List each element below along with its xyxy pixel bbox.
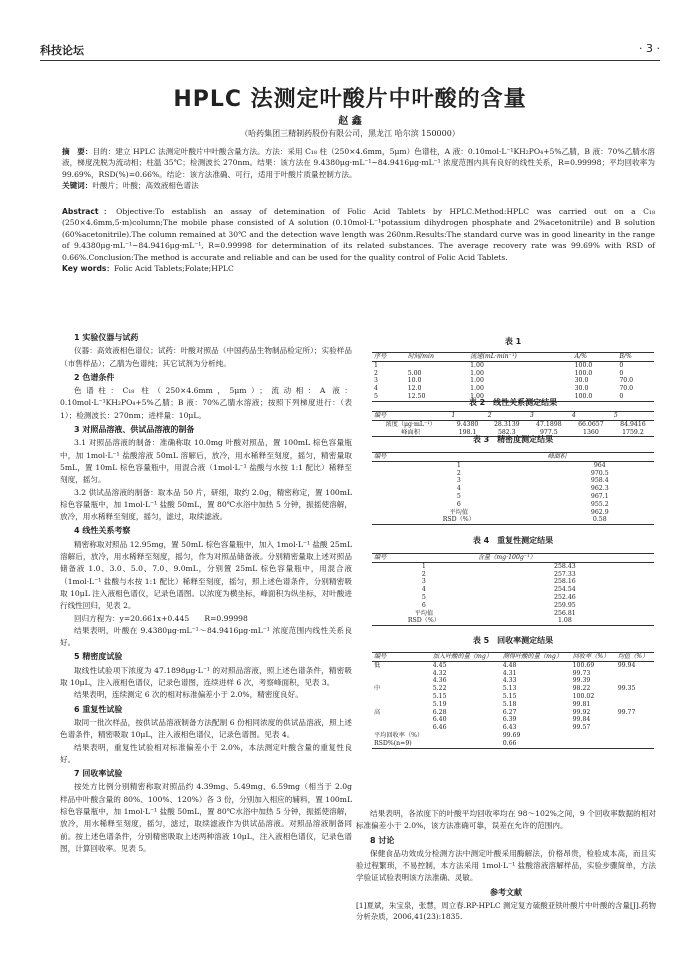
- table-row: [372, 724, 654, 732]
- table-row: [372, 594, 654, 602]
- table-header-cell: 3: [528, 412, 570, 421]
- table-cell: 0: [619, 369, 624, 377]
- body-paragraph: 色谱柱：C₁₈ 柱（250×4.6mm，5μm）；流动相：A 液：0.10mol·L⁻¹KH₂PO₄+5%乙腈；B 液：70%乙腈水溶液；按照下列梯度进行：（表 1）；检测波长：270nm；进样量：10μL。: [60, 386, 352, 420]
- table-cell: 5: [372, 393, 406, 401]
- table-cell: 5.19: [432, 700, 447, 708]
- section-heading: 2 色谱条件: [74, 372, 115, 382]
- table-cell: 4.31: [502, 669, 517, 677]
- table-cell: 30.0: [574, 385, 589, 393]
- table-cell: 1.08: [476, 617, 654, 625]
- table-header-cell: 测得叶酸的量（mg）: [501, 653, 571, 662]
- table-cell: 99.73: [572, 669, 591, 677]
- abstract-cn: [62, 146, 655, 192]
- table-row: [372, 385, 654, 393]
- table-cell: 100.0: [574, 369, 593, 377]
- table-cell: 3: [374, 377, 378, 385]
- table-row: [372, 493, 654, 501]
- table-row: [372, 377, 654, 385]
- table-header-cell: 编号: [372, 412, 449, 421]
- section-8-heading: 8 讨论: [370, 835, 395, 845]
- table-cell: 4.45: [432, 661, 447, 669]
- table-row: [372, 485, 654, 493]
- table-cell: [431, 732, 501, 740]
- table-cell: 99.35: [617, 685, 636, 693]
- table-cell: 70.0: [619, 377, 634, 385]
- table-cell: 970.5: [590, 469, 609, 477]
- abstract-en-text: Objective:To establish an assay of detemination of Folic Acid Tablets by HPLC.Method:HPLC was carried out on a C₁₈ (250×4.6mm,5·m)column;The mobile phase consisted of A solution (0.10mol·L⁻¹potassium dihydrogen phosphate and 2%acetonitrile) and B solution (60%acetonitrile).The column remained at 30℃ and the detection wave length was 260nm.Results:The standard curve was in good linearity in the range of 9.4380μg·mL⁻¹~84.9416μg·mL⁻¹, R=0.99998 for determination of its related substances. The average recovery rate was 99.69% with RSD of 0.66%.Conclusion:The method is accurate and reliable and can be used for the quality control of Folic Acid Tablets.: [62, 207, 655, 262]
- table-cell: [406, 361, 468, 369]
- table-row: [372, 578, 654, 586]
- table-header-cell: 回收率（%）: [571, 653, 616, 662]
- table4-caption: 表 4 重复性测定结果: [472, 536, 554, 545]
- table-cell: 高: [374, 708, 381, 716]
- table-cell: 1759.2: [612, 429, 654, 437]
- affiliation: （哈药集团三精制药股份有限公司，黑龙江 哈尔滨 150000）: [240, 129, 460, 138]
- table-cell: 中: [374, 685, 381, 693]
- table-cell: 1.00: [470, 369, 484, 377]
- table-cell: 198.1: [449, 429, 485, 437]
- table3-caption: 表 3 精密度测定结果: [472, 435, 554, 444]
- table-cell: [372, 724, 431, 732]
- table-cell: 5.15: [432, 692, 447, 700]
- author: 赵 鑫: [338, 116, 362, 127]
- table-cell: 254.54: [554, 586, 576, 594]
- table-cell: 3: [456, 477, 461, 485]
- table-row: [372, 420, 654, 428]
- body-paragraph: 结果表明，重复性试验相对标准偏差小于 2.0%，本法测定叶酸含量的重复性良好。: [60, 742, 352, 764]
- table-cell: 99.57: [572, 724, 591, 732]
- table-row: [372, 562, 654, 570]
- table-header-cell: 1: [449, 412, 485, 421]
- table-cell: 1.00: [470, 377, 484, 385]
- table-cell: [616, 740, 654, 748]
- table-cell: 30.0: [574, 377, 589, 385]
- table-cell: 6.46: [432, 724, 447, 732]
- section-heading: 7 回收率试验: [74, 769, 123, 779]
- table-cell: 10.0: [407, 377, 422, 385]
- table-cell: 967.1: [590, 492, 609, 500]
- table-cell: 6.40: [432, 716, 447, 724]
- table-cell: 6.39: [502, 716, 517, 724]
- table-cell: 0.66: [501, 740, 571, 748]
- table-cell: 平均值: [414, 609, 434, 617]
- table-cell: 4.36: [432, 677, 447, 685]
- table5-caption: 表 5 回收率测定结果: [472, 636, 554, 645]
- table-row: [372, 509, 654, 517]
- table-cell: 100.02: [572, 692, 595, 700]
- table-cell: 1360: [570, 429, 612, 437]
- table-header-cell: 含量（mg·100g⁻¹）: [476, 554, 654, 563]
- table-header-cell: 2: [486, 412, 528, 421]
- table-cell: 峰面积: [372, 429, 449, 437]
- abstract-cn-label: 摘 要：: [62, 147, 93, 156]
- table-cell: 5.15: [502, 692, 517, 700]
- abstract-cn-text: 目的：建立 HPLC 法测定叶酸片中叶酸含量方法。方法：采用 C₁₈ 柱（250×4.6mm，5μm）色谱柱，A 液：0.10mol·L⁻¹KH₂PO₄+5%乙腈，B 液：70%乙腈水溶液，梯度洗脱为流动相；柱温 35℃；检测波长 270nm。结果：该方法在 9.4380μg·mL⁻¹~84.9416μg·mL⁻¹ 浓度范围内具有良好的线性关系，R=0.99998；平均回收率为 99.69%，RSD(%)=0.66%。结论：该方法准确、可行，适用于叶酸片质量控制方法。: [62, 147, 656, 179]
- table-cell: [616, 732, 654, 740]
- table-row: [372, 693, 654, 701]
- table-row: [372, 602, 654, 610]
- table-cell: 1: [456, 461, 461, 469]
- table-cell: [616, 693, 654, 701]
- table4: [372, 553, 654, 626]
- table1: [372, 352, 654, 402]
- table-cell: 47.1898: [536, 420, 562, 428]
- table-row: [372, 501, 654, 509]
- table-cell: RSD%(n=9): [372, 740, 431, 748]
- table-cell: 5.13: [502, 685, 517, 693]
- table-cell: 2: [421, 570, 426, 578]
- running-header: [40, 40, 660, 61]
- table-row: [372, 370, 654, 378]
- table-row: [372, 586, 654, 594]
- table-cell: 6: [456, 500, 461, 508]
- table-cell: 6.27: [502, 708, 517, 716]
- table-cell: 66.0657: [578, 420, 604, 428]
- table-cell: 100.0: [574, 361, 593, 369]
- table-row: [372, 716, 654, 724]
- table2-caption: 表 2 线性关系测定结果: [468, 398, 558, 407]
- table-cell: 258.16: [554, 578, 576, 586]
- table-cell: 84.9416: [620, 420, 646, 428]
- table-header-cell: 流速(mL·min⁻¹): [468, 353, 573, 362]
- table-cell: 低: [374, 661, 381, 669]
- section-heading: 1 实验仪器与试药: [74, 333, 139, 342]
- section-heading: 5 精密度试验: [74, 652, 123, 662]
- body-paragraph: 按处方比例分别精密称取对照品约 4.39mg、5.49mg、6.59mg（相当于 2.0g 样品中叶酸含量的 80%、100%、120%）各 3 份，分别加入相应的辅料，置 100mL 棕色容量瓶中，加 1mol·L⁻¹ 盐酸 50mL，置 80℃水浴中加热 5 分钟，振摇使溶解，放冷，用水稀释至刻度，摇匀，滤过，取续滤液作为供试品溶液。对照品溶液制备同前。按上述色谱条件，分别精密吸取上述两种溶液 10μL，注入液相色谱仪，记录色谱图，计算回收率。见表 5。: [60, 782, 352, 853]
- table-cell: 259.95: [554, 601, 576, 609]
- table-row: [372, 661, 654, 669]
- table-cell: 0.58: [546, 516, 654, 524]
- table-cell: [616, 670, 654, 678]
- journal-name: 科技论坛: [40, 44, 84, 57]
- table-cell: 70.0: [619, 385, 634, 393]
- table-header-cell: 峰面积: [546, 453, 654, 462]
- abstract-en: [62, 206, 655, 274]
- table-header-cell: 时间/min: [406, 353, 468, 362]
- table-cell: 962.9: [590, 508, 609, 516]
- table-row: [372, 670, 654, 678]
- table-cell: RSD（%）: [372, 516, 546, 524]
- table-cell: 100.69: [572, 661, 595, 669]
- table-row: [372, 685, 654, 693]
- table-cell: [571, 740, 616, 748]
- table-cell: 1.00: [468, 393, 573, 401]
- table-cell: 256.81: [554, 609, 576, 617]
- discussion-paragraph: 保健食品功效成分检测方法中测定叶酸采用酶解法，价格昂贵，检验成本高，而且实验过程繁琐，不易控制，本方法采用 1mol·L⁻¹ 盐酸溶液溶解样品，实验步骤简单，方法学验证试验表明该方法准确、灵敏。: [356, 848, 656, 883]
- table-cell: 99.84: [572, 716, 591, 724]
- references-heading: 参考文献: [490, 887, 522, 897]
- page-number: · 3 ·: [639, 42, 660, 55]
- table-cell: 99.81: [572, 700, 591, 708]
- table-row: [372, 709, 654, 717]
- body-paragraph: 仪器：高效液相色谱仪；试药：叶酸对照品（中国药品生物制品检定所）；实验样品（市售样品）；乙腈为色谱纯；其它试剂为分析纯。: [60, 346, 352, 368]
- table-cell: 258.43: [554, 562, 576, 570]
- table-cell: 1: [421, 562, 426, 570]
- table-cell: 99.77: [617, 708, 636, 716]
- table-header-cell: 编号: [372, 453, 546, 462]
- table-header-cell: 4: [570, 412, 612, 421]
- table-row: [372, 571, 654, 579]
- table-cell: 958.4: [590, 477, 609, 485]
- body-paragraph: 结果表明，叶酸在 9.4380μg·mL⁻¹～84.9416μg·mL⁻¹ 浓度范围内线性关系良好。: [60, 625, 352, 648]
- table-cell: 平均回收率（%）: [374, 731, 424, 739]
- table-header-cell: 编号: [372, 653, 431, 662]
- table-header-cell: 加入叶酸的量（mg）: [431, 653, 501, 662]
- table-cell: 28.3139: [494, 420, 520, 428]
- table-cell: 99.39: [572, 677, 591, 685]
- table-cell: 5: [421, 593, 426, 601]
- table-cell: [616, 677, 654, 685]
- table-cell: 5.22: [432, 685, 447, 693]
- table-cell: 99.92: [572, 708, 591, 716]
- table-cell: 955.2: [590, 500, 609, 508]
- body-paragraph: 回归方程为：y=20.661x+0.445 R=0.99998: [74, 613, 248, 623]
- keywords-en-label: Key words：: [62, 264, 115, 274]
- table-cell: 4.33: [502, 677, 517, 685]
- body-paragraph: 精密称取对照品 12.95mg，置 50mL 棕色容量瓶中，加入 1mol·L⁻¹ 盐酸 25mL 溶解后，放冷，用水稀释至刻度，摇匀，作为对照品储备液。分别精密量取上述对照品储备液 1.0、3.0、5.0、7.0、9.0mL，分别置 25mL 棕色容量瓶中，用混合液（1mol·L⁻¹ 盐酸与水按 1:1 配比）稀释至刻度，摇匀，照上述色谱条件，分别精密吸取 10μL 注入液相色谱仪，记录色谱图。以浓度为横坐标，峰面积为纵坐标，对叶酸进行线性回归，见表 2。: [60, 539, 352, 611]
- table-cell: [616, 724, 654, 732]
- paper-title: HPLC 法测定叶酸片中叶酸的含量: [173, 87, 527, 112]
- left-column: [60, 330, 352, 855]
- table-row: [372, 361, 654, 369]
- table-cell: 4.32: [432, 669, 447, 677]
- table-cell: 99.69: [502, 731, 521, 739]
- table-cell: 5.00: [407, 369, 422, 377]
- table-cell: 2: [374, 369, 378, 377]
- table-cell: 1.00: [470, 361, 484, 369]
- table-header-cell: B/%: [617, 353, 654, 362]
- table-cell: 浓度（μg·mL⁻¹）: [385, 420, 436, 428]
- recovery-conclusion: 结果表明，各浓度下的叶酸平均回收率均在 98～102%之间，9 个回收率数据的相对标准偏差小于 2.0%，该方法准确可靠，误差在允许的范围内。: [356, 809, 656, 831]
- table-row: [372, 516, 654, 524]
- table-cell: 4.48: [502, 661, 517, 669]
- table-header-cell: 序号: [372, 353, 406, 362]
- table-cell: RSD（%）: [372, 617, 476, 625]
- section-heading: 3 对照品溶液、供试品溶液的制备: [74, 425, 195, 435]
- keywords-en: Folic Acid Tablets;Folate;HPLC: [114, 264, 234, 274]
- body-paragraph: 3.1 对照品溶液的制备：准确称取 10.0mg 叶酸对照品，置 100mL 棕色容量瓶中，加 1mol·L⁻¹ 盐酸溶液 50mL 溶解后，放冷，用水稀释至刻度，摇匀，精密量取 5mL，置 10mL 棕色容量瓶中，用混合液（1mol·L⁻¹ 盐酸与水按 1:1 配比）稀释至刻度，摇匀。: [60, 438, 352, 485]
- table3: [372, 452, 654, 525]
- table-row: [372, 477, 654, 485]
- table-cell: [372, 701, 431, 709]
- table-cell: 0: [619, 361, 624, 369]
- table-cell: [616, 701, 654, 709]
- table-row: [372, 732, 654, 740]
- table-cell: 99.94: [617, 661, 636, 669]
- table-header-cell: 编号: [372, 554, 476, 563]
- abstract-en-label: Abstract：: [62, 207, 117, 216]
- table-row: [372, 740, 654, 748]
- table-row: [372, 701, 654, 709]
- table-cell: 12.0: [407, 385, 422, 393]
- table-cell: 582.3: [486, 429, 528, 437]
- body-paragraph: 取同一批次样品，按供试品溶液制备方法配制 6 份相同浓度的供试品溶液，照上述色谱条件，精密吸取 10μL，注入液相色谱仪，记录色谱图。见表 4。: [60, 717, 352, 740]
- table-cell: 2: [456, 469, 461, 477]
- table-cell: 977.5: [528, 429, 570, 437]
- section-heading: 6 重复性试验: [74, 704, 123, 714]
- table-cell: 3: [421, 578, 426, 586]
- table-cell: [616, 716, 654, 724]
- table-cell: 1: [374, 361, 378, 369]
- table-cell: 257.33: [554, 570, 576, 578]
- table-cell: 平均值: [449, 508, 469, 516]
- table-cell: 5: [456, 492, 461, 500]
- table-row: [372, 617, 654, 625]
- table-header-cell: A/%: [573, 353, 618, 362]
- table-cell: 5.18: [502, 700, 517, 708]
- reference-1: [1]夏斌，朱宝泉，张慧，周立春.RP-HPLC 测定复方硫酸亚铁叶酸片中叶酸的含量[J].药物分析杂质，2006,41(23):1835.: [356, 901, 656, 922]
- table1-caption: 表 1: [504, 337, 522, 346]
- table-header-cell: 均值（%）: [616, 653, 654, 662]
- table-cell: 6: [421, 601, 426, 609]
- section-heading: 4 线性关系考察: [74, 526, 131, 536]
- table-cell: 0: [617, 393, 654, 401]
- table-cell: 9.4380: [456, 420, 479, 428]
- table-cell: 962.3: [590, 485, 609, 493]
- table-cell: 252.46: [554, 593, 576, 601]
- table5: [372, 652, 654, 749]
- table-cell: [372, 670, 431, 678]
- keywords-cn: 叶酸片；叶酸；高效液相色谱法: [92, 181, 199, 191]
- body-paragraph: 3.2 供试品溶液的制备：取本品 50 片，研细，取约 2.0g，精密称定，置 100mL 棕色容量瓶中，加 1mol·L⁻¹ 盐酸 50mL，置 80℃水浴中加热 5 分钟，振摇使溶解，放冷，用水稀释至刻度，摇匀，滤过，取续滤液。: [60, 487, 352, 522]
- table-cell: 4: [456, 485, 461, 493]
- table-row: [372, 610, 654, 618]
- table-cell: 98.22: [572, 685, 591, 693]
- table-cell: [372, 716, 431, 724]
- table-cell: [571, 732, 616, 740]
- table-cell: 4: [421, 586, 426, 594]
- table-cell: 6.28: [432, 708, 447, 716]
- table-cell: 964: [593, 461, 606, 469]
- right-column-text: [356, 808, 656, 922]
- table-header-cell: 5: [612, 412, 654, 421]
- table-cell: 4: [374, 385, 378, 393]
- table-cell: 12.50: [406, 393, 468, 401]
- table-row: [372, 677, 654, 685]
- table-cell: [431, 740, 501, 748]
- body-paragraph: 结果表明，连续测定 6 次的相对标准偏差小于 2.0%，精密度良好。: [74, 690, 303, 700]
- keywords-cn-label: 关键词：: [62, 181, 93, 191]
- table-cell: [372, 677, 431, 685]
- table-cell: 6.43: [502, 724, 517, 732]
- body-paragraph: 取线性试验项下浓度为 47.1898μg·L⁻¹ 的对照品溶液，照上述色谱条件，精密吸取 10μL，注入液相色谱仪，记录色谱图，连续进样 6 次，考察峰面积，见表 3。: [60, 665, 352, 688]
- table-cell: 1.00: [470, 385, 484, 393]
- table-row: [372, 461, 654, 469]
- table-cell: [372, 693, 431, 701]
- table-row: [372, 470, 654, 478]
- table-cell: 100.0: [573, 393, 618, 401]
